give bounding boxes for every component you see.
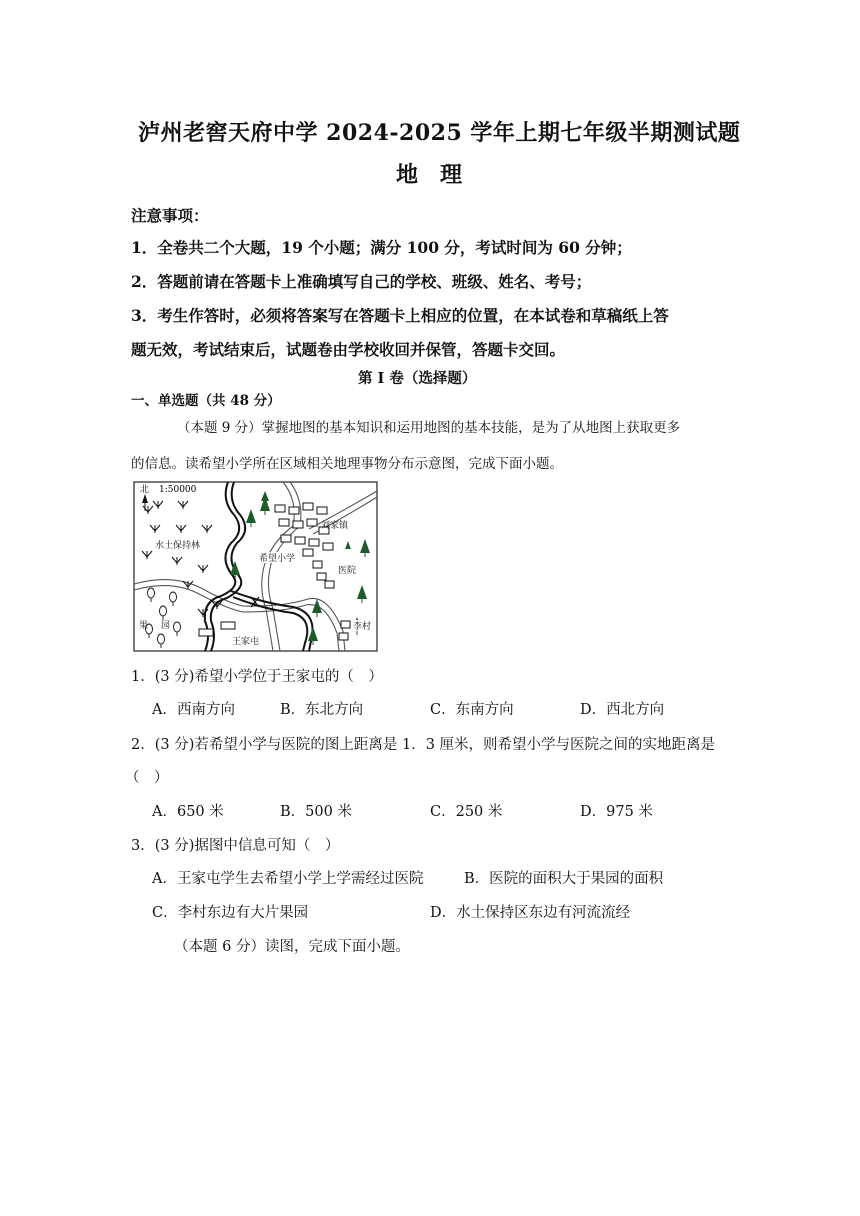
question-2-stem-cont: （ ） <box>125 770 169 786</box>
q1-option-a[interactable]: A．西南方向 <box>152 702 235 718</box>
label-shuitu: 水土保持林 <box>155 541 201 551</box>
notes-heading: 注意事项： <box>131 206 209 225</box>
q2-option-a[interactable]: A．650 米 <box>152 804 224 820</box>
label-yuan: 园 <box>161 621 171 631</box>
note-item-3: 3．考生作答时，必须将答案写在答题卡上相应的位置，在本试卷和草稿纸上答 <box>131 306 669 325</box>
intro-line-1: （本题 9 分）掌握地图的基本知识和运用地图的基本技能，是为了从地图上获取更多 <box>177 420 681 436</box>
q1-option-c[interactable]: C．东南方向 <box>430 702 514 718</box>
intro-line-2: 的信息。读希望小学所在区域相关地理事物分布示意图，完成下面小题。 <box>131 456 563 472</box>
north-label: 北 <box>140 485 150 495</box>
question-2-stem: 2．(3 分)若希望小学与医院的图上距离是 1．3 厘米，则希望小学与医院之间的实地距离是 <box>131 737 716 753</box>
subject-title: 地 理 <box>396 162 463 188</box>
label-yiyuan: 医院 <box>338 566 357 576</box>
exam-title: 泸州老窖天府中学 2024-2025 学年上期七年级半期测试题 <box>138 120 741 146</box>
label-xiwang: 希望小学 <box>259 554 296 564</box>
note-item-3-cont: 题无效，考试结束后，试题卷由学校收回并保管，答题卡交回。 <box>131 340 566 359</box>
q3-option-d[interactable]: D．水土保持区东边有河流流经 <box>430 905 631 921</box>
q2-option-b[interactable]: B．500 米 <box>280 804 352 820</box>
q3-option-c[interactable]: C．李村东边有大片果园 <box>152 905 309 921</box>
label-licun: 李村 <box>353 622 372 632</box>
question-1-stem: 1．(3 分)希望小学位于王家屯的（ ） <box>131 669 383 685</box>
note-item-1: 1．全卷共二个大题，19 个小题；满分 100 分，考试时间为 60 分钟； <box>131 238 632 257</box>
note-item-2: 2．答题前请在答题卡上准确填写自己的学校、班级、姓名、考号； <box>131 272 592 291</box>
question-3-stem: 3．(3 分)据图中信息可知（ ） <box>131 838 340 854</box>
next-group-intro: （本题 6 分）读图，完成下面小题。 <box>174 939 410 955</box>
part1-title: 第 I 卷（选择题） <box>358 370 477 387</box>
label-liujiazhen: 刘家镇 <box>321 521 349 531</box>
q1-option-b[interactable]: B．东北方向 <box>280 702 364 718</box>
section-heading: 一、单选题（共 48 分） <box>131 393 281 409</box>
q2-option-d[interactable]: D．975 米 <box>580 804 653 820</box>
q1-option-d[interactable]: D．西北方向 <box>580 702 665 718</box>
q3-option-a[interactable]: A．王家屯学生去希望小学上学需经过医院 <box>152 871 424 887</box>
q3-option-b[interactable]: B．医院的面积大于果园的面积 <box>464 871 664 887</box>
region-map <box>133 481 378 652</box>
label-guo: 果 <box>139 621 149 631</box>
q2-option-c[interactable]: C．250 米 <box>430 804 503 820</box>
label-wangjiatun: 王家屯 <box>232 637 260 647</box>
scale-label: 1:50000 <box>159 485 197 495</box>
